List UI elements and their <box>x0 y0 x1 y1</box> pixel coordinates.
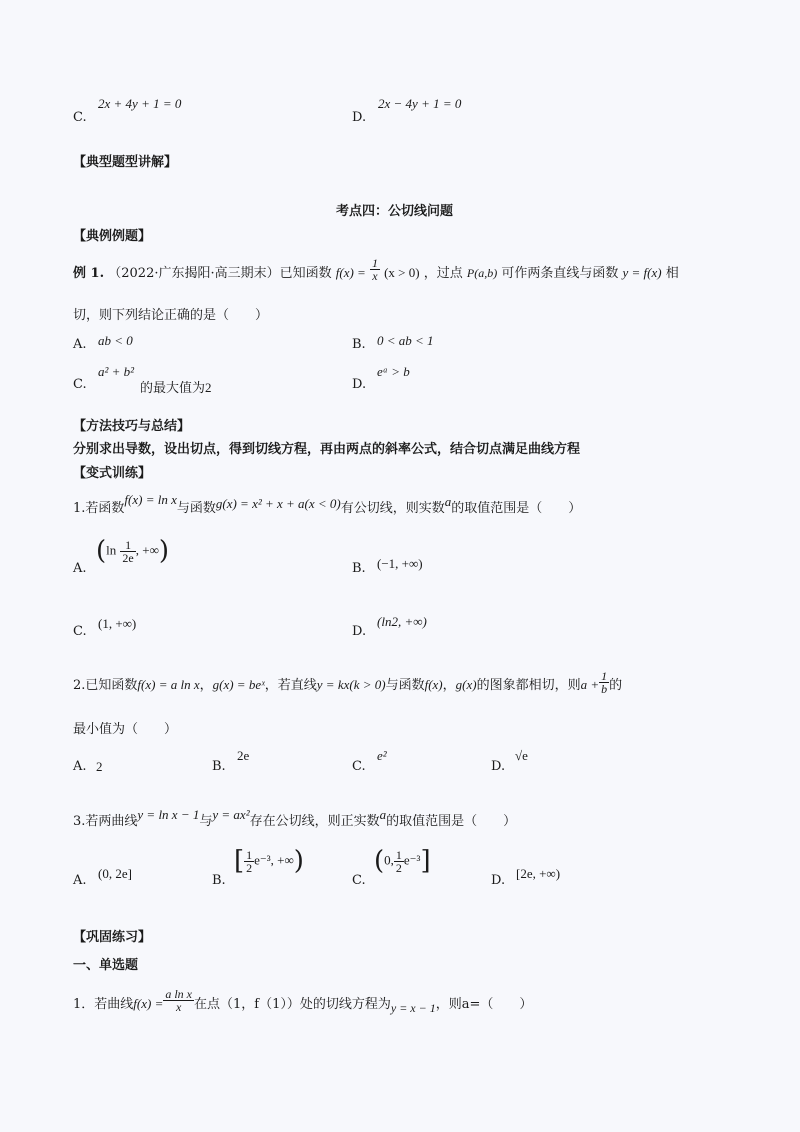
q1-tail: 有公切线，则实数 <box>340 501 445 516</box>
q1-option-d-label: D. <box>352 624 367 639</box>
q3-option-b-label: B. <box>212 873 226 888</box>
example-option-d-label: D. <box>352 377 367 392</box>
q1-num: 1.若函数 <box>73 501 125 516</box>
q1-option-a-label: A. <box>73 561 87 576</box>
q2-g: g(x) = beˣ <box>212 677 265 692</box>
q1-option-d-expr: (ln2, +∞) <box>377 614 427 629</box>
q2-line-2: 最小值为（ ） <box>73 722 178 737</box>
q3-option-c: (0, $\frac{1}{2}$ e⁻³] <box>374 846 431 876</box>
q2-expr-fraction: $\frac{1}{b}$ <box>601 669 608 696</box>
q3-option-c-fraction: $\frac{1}{2}$ <box>395 847 402 875</box>
example-option-a-expr: ab < 0 <box>98 333 133 348</box>
typical-heading: 【典型题型讲解】 <box>73 155 178 170</box>
example-option-c <box>98 364 134 380</box>
example-text-4: 相 <box>665 266 679 281</box>
example-source: （2022·广东揭阳·高三期末）已知函数 <box>108 266 332 281</box>
example-option-a-label: A. <box>73 337 87 352</box>
example-option-c-suffix: 的最大值为 <box>140 381 206 396</box>
example-option-c-expr: a² + b² <box>98 364 135 379</box>
c1q-mid: 在点（1，f（1））处的切线方程为 <box>194 997 391 1012</box>
q2-mid: ，若直线 <box>264 678 317 693</box>
example-option-c-tail <box>140 377 212 396</box>
c1q-line-expr: y = x − 1 <box>390 1001 436 1015</box>
q2-num: 2.已知函数 <box>73 678 138 693</box>
example-yfx: y = f(x) <box>622 265 662 280</box>
q3-c1: y = ln x − 1 <box>137 807 200 822</box>
example-option-c-val: 2 <box>205 380 212 395</box>
q3-tail2: 的取值范围是（ ） <box>386 814 517 829</box>
q3-option-c-rest: e⁻³ <box>403 852 421 868</box>
q2-option-b-expr: 2e <box>237 748 250 763</box>
consolidate-q1-line <box>73 987 533 1015</box>
q2-mid2: 与函数 <box>385 678 425 693</box>
single-choice-heading: 一、单选题 <box>73 958 139 973</box>
q2-option-c-label: C. <box>352 759 366 774</box>
example-text-2: ，过点 <box>423 266 463 281</box>
c1q-f-left: f(x) = <box>133 996 164 1011</box>
q3-tail: 存在公切线，则正实数 <box>249 814 380 829</box>
q1-option-a-rest: , +∞ <box>135 542 159 558</box>
c1q-num: 1．若曲线 <box>73 997 134 1012</box>
prev-option-c-expr: 2x + 4y + 1 = 0 <box>98 96 182 111</box>
example-label: 例 1. <box>73 266 105 281</box>
q2-tail: 的图象都相切，则 <box>476 678 581 693</box>
prev-option-d-label: D. <box>352 110 367 125</box>
q3-c2: y = ax² <box>212 807 250 822</box>
c1q-fraction: $\frac{\text{a ln x}}{x}$ <box>165 987 193 1014</box>
q1-option-c-expr: (1, +∞) <box>98 616 137 631</box>
q2-gx: g(x) <box>455 677 477 692</box>
q1-tail2: 的取值范围是（ ） <box>451 501 582 516</box>
c1q-tail: ，则a=（ ） <box>435 997 533 1012</box>
q1-g: g(x) = x² + x + a(x < 0) <box>215 496 341 511</box>
q2-option-c-expr: e² <box>377 748 387 763</box>
q3-num: 3.若两曲线 <box>73 814 138 829</box>
prev-option-d-expr: 2x − 4y + 1 = 0 <box>378 96 462 111</box>
q2-f: f(x) = a ln x <box>137 677 200 692</box>
q3-option-c-label: C. <box>352 873 366 888</box>
q2-option-b-label: B. <box>212 759 226 774</box>
q2-fx: f(x) <box>424 677 443 692</box>
q1-option-c-label: C. <box>73 624 87 639</box>
example-f-fraction: $\frac{1}{x}$ <box>371 256 378 283</box>
q3-a: a <box>379 807 387 822</box>
q1-option-b-expr: (−1, +∞) <box>377 556 423 571</box>
kaodian-heading: 考点四：公切线问题 <box>336 204 454 219</box>
example-option-b-label: B. <box>352 337 366 352</box>
q2-comma: ， <box>199 678 213 693</box>
q1-a: a <box>444 494 452 509</box>
q2-tail2: 的 <box>609 678 623 693</box>
q2-option-a-expr: 2 <box>96 759 103 774</box>
q3-option-c-zero: 0, <box>384 852 394 868</box>
example-line-1 <box>73 256 679 283</box>
q3-option-b-fraction: $\frac{1}{2}$ <box>246 847 253 875</box>
example-option-d-expr: eᵃ > b <box>377 364 410 379</box>
q3-option-d-label: D. <box>491 873 506 888</box>
q2-line <box>73 669 623 696</box>
q3-option-d-expr: [2e, +∞) <box>516 866 561 881</box>
example-option-b-expr: 0 < ab < 1 <box>377 333 434 348</box>
q1-f: f(x) = ln x <box>124 492 177 507</box>
q1-option-b-label: B. <box>352 561 366 576</box>
q3-option-b-rest: e⁻³, +∞ <box>254 852 294 868</box>
q1-mid: 与函数 <box>176 501 216 516</box>
q1-option-a: (ln $\frac{1}{2e}$ , +∞) <box>96 536 170 566</box>
example-point: P(a,b) <box>466 266 498 280</box>
q2-expr-a: a + <box>580 677 600 692</box>
q3-option-a-expr: (0, 2e] <box>98 866 132 881</box>
q3-mid: 与 <box>199 814 213 829</box>
example-heading: 【典例例题】 <box>73 229 152 244</box>
prev-option-c-label: C. <box>73 110 87 125</box>
example-option-c-label: C. <box>73 377 87 392</box>
example-line-2: 切，则下列结论正确的是（ ） <box>73 308 269 323</box>
example-text-3: 可作两条直线与函数 <box>501 266 619 281</box>
q2-line-expr: y = kx(k > 0) <box>316 677 386 692</box>
q3-option-b: [ $\frac{1}{2}$ e⁻³, +∞) <box>234 846 304 876</box>
variant-heading: 【变式训练】 <box>73 466 152 481</box>
q2-option-d-label: D. <box>491 759 506 774</box>
q1-option-a-ln: ln <box>106 542 117 558</box>
q2-option-a-label: A. <box>73 759 87 774</box>
q3-option-a-label: A. <box>73 873 87 888</box>
method-text: 分别求出导数，设出切点，得到切线方程，再由两点的斜率公式，结合切点满足曲线方程 <box>73 442 581 457</box>
consolidate-heading: 【巩固练习】 <box>73 930 152 945</box>
example-f-def: f(x) = <box>335 265 366 280</box>
q1-option-a-fraction: $\frac{1}{2e}$ <box>122 537 134 565</box>
method-heading: 【方法技巧与总结】 <box>73 419 191 434</box>
q3-line <box>73 807 517 829</box>
q2-option-d-expr: √e <box>515 748 528 763</box>
example-f-cond: (x > 0) <box>384 265 420 280</box>
q1-line <box>73 492 582 516</box>
q2-comma2: ， <box>442 678 456 693</box>
